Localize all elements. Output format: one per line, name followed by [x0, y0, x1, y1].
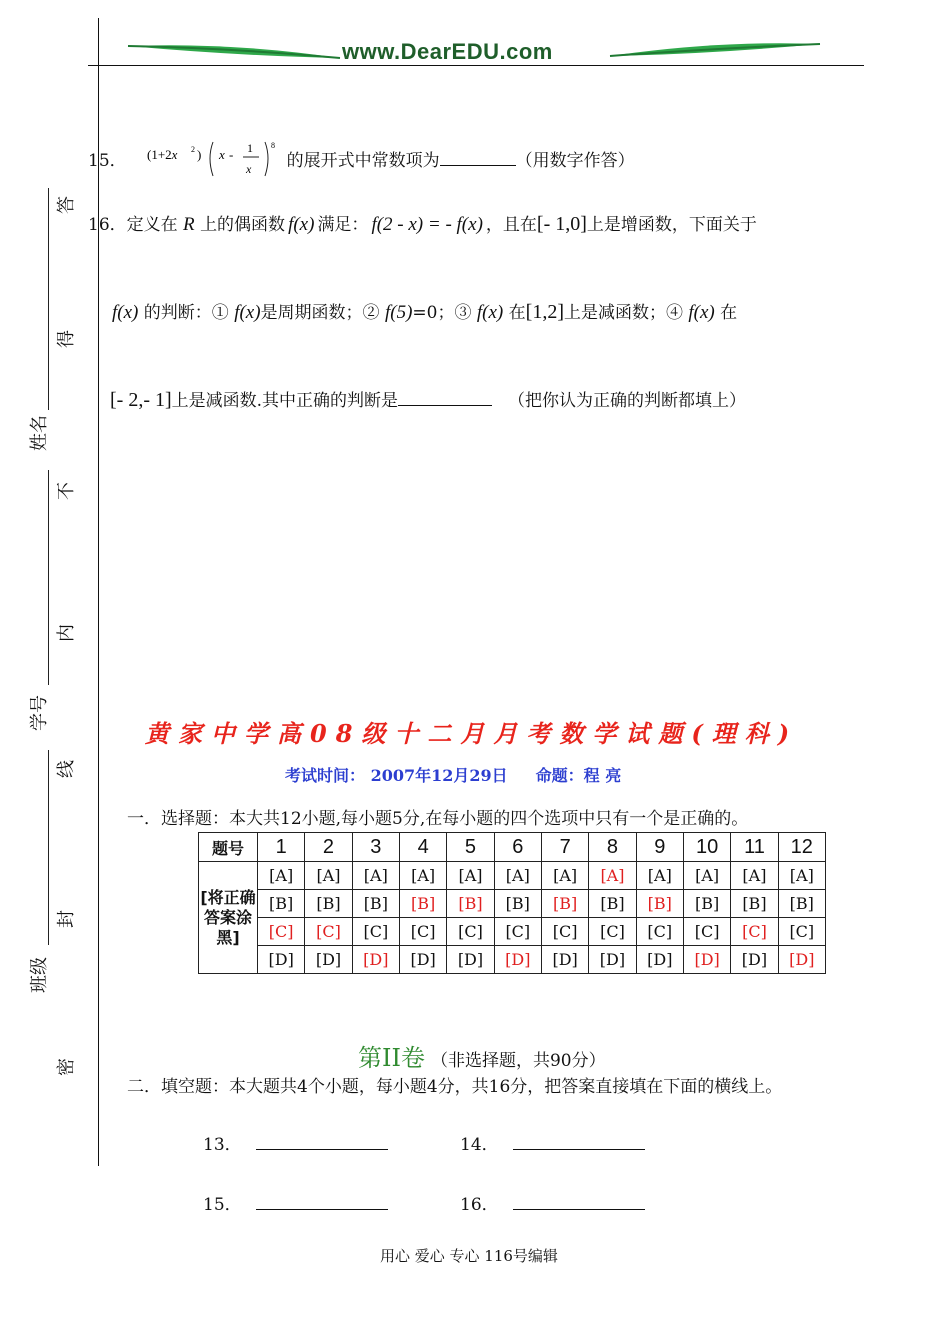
q16-text: 在 — [508, 303, 526, 323]
question-16-line2 — [112, 298, 737, 324]
q16-math: f(x) — [476, 302, 504, 323]
section2-description: 二．填空题：本大题共4个小题，每小题4分，共16分，把答案直接填在下面的横线上。 — [127, 1077, 783, 1097]
option-cell-marked[interactable]: [C] — [258, 918, 305, 946]
column-number: 7 — [541, 833, 588, 862]
option-cell[interactable]: [C] — [683, 918, 730, 946]
fill-label: 15． — [203, 1195, 242, 1215]
option-cell[interactable]: [C] — [636, 918, 683, 946]
section1-description: 一．选择题：本大共12小题,每小题5分,在每小题的四个选项中只有一个是正确的。 — [127, 809, 749, 829]
option-cell[interactable]: [B] — [494, 890, 541, 918]
q16-text: =0；③ — [412, 303, 477, 323]
exam-author: 命题：程 亮 — [535, 766, 622, 785]
option-cell[interactable]: [B] — [352, 890, 399, 918]
fill-blank-16 — [460, 1190, 645, 1215]
side-field-number: 学号 — [29, 695, 50, 731]
option-cell-marked[interactable]: [D] — [494, 946, 541, 974]
q16-math: f(x) — [112, 302, 139, 323]
q16-math: f(x) — [688, 302, 715, 323]
table-row-b — [199, 890, 826, 918]
svg-text:(1+2x: (1+2x — [146, 147, 178, 162]
option-cell-marked[interactable]: [B] — [447, 890, 494, 918]
side-underline — [48, 470, 49, 685]
option-cell-marked[interactable]: [D] — [778, 946, 825, 974]
table-header-row — [199, 833, 826, 862]
q16-text: 的判断：① — [143, 303, 235, 323]
option-cell[interactable]: [A] — [541, 862, 588, 890]
q16-text: 定义在 — [126, 215, 178, 235]
option-cell[interactable]: [A] — [683, 862, 730, 890]
side-field-name: 姓名 — [29, 415, 50, 451]
column-number: 5 — [447, 833, 494, 862]
q15-text: 的展开式中常数项为 — [286, 151, 440, 171]
table-side-label: [将正确答案涂黑] — [199, 862, 258, 974]
question-16-line3 — [110, 386, 746, 412]
q15-note: （用数字作答） — [515, 151, 635, 171]
option-cell[interactable]: [C] — [541, 918, 588, 946]
option-cell[interactable]: [A] — [731, 862, 778, 890]
side-field-class: 班级 — [29, 957, 50, 993]
answer-sheet-table — [198, 832, 826, 974]
q16-text: 满足： — [317, 215, 369, 235]
q16-note: （把你认为正确的判断都填上） — [508, 391, 747, 411]
q16-interval: [1,2] — [525, 301, 564, 323]
q16-math: f(x) — [288, 214, 315, 235]
option-cell[interactable]: [A] — [636, 862, 683, 890]
q16-math: f(x) — [234, 302, 261, 323]
side-char: 答 — [56, 196, 77, 214]
side-underline — [48, 750, 49, 945]
option-cell-marked[interactable]: [D] — [352, 946, 399, 974]
fill-answer-line[interactable] — [513, 1193, 645, 1210]
option-cell[interactable]: [A] — [778, 862, 825, 890]
q16-number: 16． — [88, 215, 127, 235]
fill-blank-15 — [203, 1190, 388, 1215]
side-underline — [48, 188, 49, 410]
table-row-d — [199, 946, 826, 974]
q16-equation: f(2 - x) = - f(x) — [371, 214, 483, 235]
table-row-a — [199, 862, 826, 890]
fill-blank-14 — [460, 1130, 645, 1155]
option-cell[interactable]: [C] — [399, 918, 446, 946]
option-cell[interactable]: [D] — [305, 946, 352, 974]
option-cell[interactable]: [D] — [258, 946, 305, 974]
option-cell[interactable]: [C] — [494, 918, 541, 946]
option-cell[interactable]: [B] — [683, 890, 730, 918]
fill-answer-line[interactable] — [256, 1193, 388, 1210]
q15-number: 15． — [88, 151, 127, 171]
q16-math: f(5) — [384, 302, 413, 323]
fill-answer-line[interactable] — [513, 1133, 645, 1150]
option-cell[interactable]: [B] — [731, 890, 778, 918]
fill-label: 14． — [460, 1135, 499, 1155]
column-number: 9 — [636, 833, 683, 862]
column-number: 3 — [352, 833, 399, 862]
q16-symbol: R — [183, 214, 195, 235]
q16-interval: [- 2,- 1] — [110, 389, 172, 411]
question-16-line1 — [88, 210, 757, 236]
question-15 — [88, 138, 635, 185]
q15-formula — [147, 138, 283, 185]
option-cell[interactable]: [D] — [399, 946, 446, 974]
section2-note: （非选择题，共90分） — [430, 1051, 606, 1071]
option-cell[interactable]: [D] — [541, 946, 588, 974]
fill-answer-line[interactable] — [256, 1133, 388, 1150]
option-cell[interactable]: [A] — [447, 862, 494, 890]
q15-answer-blank — [440, 151, 516, 166]
option-cell-marked[interactable]: [B] — [399, 890, 446, 918]
svg-text:): ) — [196, 147, 201, 162]
option-cell[interactable]: [A] — [494, 862, 541, 890]
option-cell-marked[interactable]: [D] — [683, 946, 730, 974]
section2-heading — [358, 1038, 606, 1073]
side-char: 内 — [56, 624, 77, 642]
side-char: 得 — [56, 330, 77, 348]
option-cell-marked[interactable]: [B] — [636, 890, 683, 918]
q16-text: 是周期函数；② — [260, 303, 385, 323]
column-number: 1 — [258, 833, 305, 862]
option-cell[interactable]: [C] — [778, 918, 825, 946]
svg-text:2: 2 — [190, 145, 195, 154]
option-cell[interactable]: [A] — [399, 862, 446, 890]
fill-blank-13 — [203, 1130, 388, 1155]
option-cell[interactable]: [B] — [778, 890, 825, 918]
svg-text:x: x — [218, 147, 225, 162]
page-footer: 用心 爱心 专心 116号编辑 — [380, 1247, 558, 1265]
option-cell-marked[interactable]: [C] — [731, 918, 778, 946]
section2-title: 第II卷 — [358, 1044, 425, 1072]
column-number: 12 — [778, 833, 825, 862]
option-cell[interactable]: [D] — [636, 946, 683, 974]
logo-text: www.DearEDU.com — [342, 39, 553, 64]
svg-text:x: x — [245, 162, 251, 176]
option-cell[interactable]: [C] — [352, 918, 399, 946]
binomial-expression-formula — [147, 138, 283, 180]
q16-text: 上是减函数；④ — [563, 303, 689, 323]
column-number: 4 — [399, 833, 446, 862]
side-char: 密 — [56, 1058, 77, 1076]
table-header-label: 题号 — [199, 833, 258, 862]
side-char: 线 — [56, 760, 77, 778]
option-cell-marked[interactable]: [B] — [541, 890, 588, 918]
column-number: 11 — [731, 833, 778, 862]
q16-answer-blank — [398, 391, 492, 406]
column-number: 6 — [494, 833, 541, 862]
q16-interval: [- 1,0] — [536, 213, 587, 235]
option-cell[interactable]: [A] — [305, 862, 352, 890]
svg-text:1: 1 — [246, 141, 253, 155]
svg-text:-: - — [228, 147, 233, 162]
option-cell[interactable]: [D] — [731, 946, 778, 974]
option-cell[interactable]: [C] — [589, 918, 636, 946]
binding-line — [98, 18, 99, 1166]
table-row-c — [199, 918, 826, 946]
option-cell[interactable]: [C] — [447, 918, 494, 946]
exam-subtitle — [285, 763, 621, 786]
option-cell[interactable]: [D] — [589, 946, 636, 974]
column-number: 8 — [589, 833, 636, 862]
q16-text: 在 — [720, 303, 738, 323]
option-cell-marked[interactable]: [A] — [589, 862, 636, 890]
fill-label: 16． — [460, 1195, 499, 1215]
option-cell[interactable]: [B] — [589, 890, 636, 918]
q16-text: 上是减函数.其中正确的判断是 — [171, 391, 399, 411]
option-cell-marked[interactable]: [C] — [305, 918, 352, 946]
fill-label: 13． — [203, 1135, 242, 1155]
svg-text:8: 8 — [270, 141, 275, 150]
option-cell[interactable]: [D] — [447, 946, 494, 974]
side-char: 封 — [56, 910, 77, 928]
option-cell[interactable]: [B] — [258, 890, 305, 918]
option-cell[interactable]: [B] — [305, 890, 352, 918]
exam-time: 考试时间： 2007年12月29日 — [285, 766, 508, 785]
column-number: 10 — [683, 833, 730, 862]
q16-text: 上是增函数，下面关于 — [586, 215, 757, 235]
column-number: 2 — [305, 833, 352, 862]
side-char: 不 — [56, 482, 77, 500]
header-rule — [88, 65, 864, 66]
q16-text: ，且在 — [485, 215, 537, 235]
option-cell[interactable]: [A] — [352, 862, 399, 890]
option-cell[interactable]: [A] — [258, 862, 305, 890]
exam-title: 黄家中学高08级十二月月考数学试题(理科) — [145, 719, 799, 748]
q16-text: 上的偶函数 — [200, 215, 286, 235]
